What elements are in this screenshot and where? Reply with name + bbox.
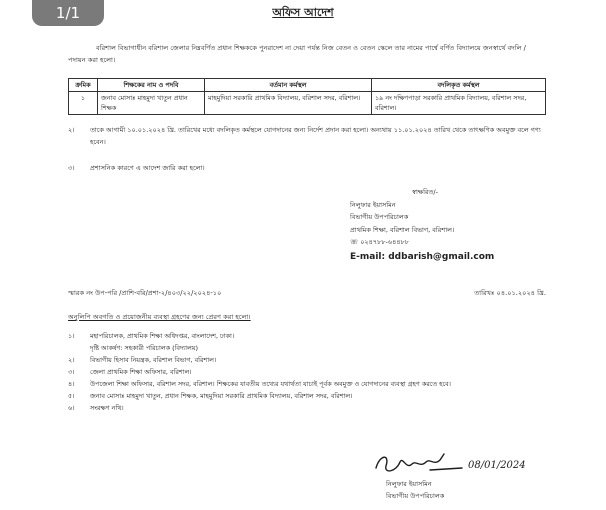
item-number: ৫।	[68, 392, 75, 400]
paragraph-text: তাকে আগামী ১০.০১.২০২৪ খ্রি. তারিখের মধ্যে বদলিকৃত কর্মস্থলে যোগদানের জন্য নির্দেশ প্রদান করা হলো। অন্যথায় ১১.০১.২০২৪ তারিখ থেকে তাৎক্ষণিক অবমুক্ত বলে গণ্য হবেন।	[90, 126, 541, 146]
item-number: ১।	[68, 332, 75, 340]
item-text: সংরক্ষণ নথি।	[90, 404, 124, 412]
list-item	[68, 354, 546, 366]
memo-line	[68, 287, 546, 299]
item-text: দৃষ্টি আকর্ষণ: সহকারী পরিচালক (বিদ্যালয়)	[90, 344, 199, 352]
signer-office: প্রাথমিক শিক্ষা, বরিশাল বিভাগ, বরিশাল।	[350, 225, 455, 234]
paragraph-2	[68, 124, 546, 148]
cell-serial: ১	[69, 92, 98, 115]
signer-name: নিলুফার ইয়াসমিন	[350, 200, 396, 209]
cell-transferred: ১৯ নং দক্ষিণপাড়া সরকারি প্রাথমিক বিদ্যালয়, বরিশাল সদর, বরিশাল।	[372, 92, 546, 115]
item-number: ২।	[68, 356, 75, 364]
copy-list	[68, 330, 546, 414]
item-text: মহাপরিচালক, প্রাথমিক শিক্ষা অধিদপ্তর, বাংলাদেশ, ঢাকা।	[90, 332, 235, 340]
handwritten-date: 08/01/2024	[468, 460, 526, 471]
item-text: উপজেলা শিক্ষা অফিসার, বরিশাল সদর, বরিশাল। শিক্ষকের যাবতীয় তথ্যের যথার্থতা যাচাই পূর্বক অবমুক্ত ও যোগদানের ব্যবস্থা গ্রহণ করতে হবে।	[90, 380, 451, 388]
memo-number: স্মারক নং উপ-পরি /প্রাশি-বরি/প্রশা-২/৪০৩/২২/২০২৪-১০	[68, 289, 222, 297]
item-number	[68, 342, 90, 354]
page-indicator-badge: 1/1	[32, 0, 104, 26]
intro-paragraph: বরিশাল বিভাগাধীন বরিশাল জেলার নিম্নবর্ণিত প্রধান শিক্ষককে পুনরাদেশ না দেয়া পর্যন্ত নিজ বেতন ও বেতন স্কেলে তার নামের পার্শ্বে বর্ণিত বিদ্যালয়ে জনস্বার্থে বদলি / পদায়ন করা হলো।	[68, 44, 526, 64]
item-number: ৪।	[68, 380, 75, 388]
transfer-table	[68, 78, 546, 115]
list-item	[68, 378, 546, 390]
item-text: জনাব মোসাঃ মাহমুদা খাতুন, প্রধান শিক্ষক, মাহমুদিয়া সরকারি প্রাথমিক বিদ্যালয়, বরিশাল সদর, বরিশাল।	[90, 392, 353, 400]
list-item	[68, 342, 546, 354]
document-title: অফিস আদেশ	[272, 6, 334, 19]
bottom-signer-name: নিলুফার ইয়াসমিন	[386, 480, 432, 488]
item-number: ৬।	[68, 404, 75, 412]
signature-block	[350, 186, 550, 263]
handwritten-signature-icon	[370, 446, 540, 480]
cell-name: জনাব মোসাঃ মাহমুদা খাতুন প্রধান শিক্ষক	[98, 92, 205, 115]
header-serial: ক্রমিক	[69, 79, 98, 92]
paragraph-number: ৩।	[68, 164, 75, 172]
bottom-signature-block	[386, 478, 444, 502]
signer-designation: বিভাগীয় উপপরিচালক	[350, 213, 409, 221]
signer-phone: ☏ ০২৪৭৮৮-৬৪৪৮৮	[350, 238, 409, 246]
header-name: শিক্ষকের নাম ও পদবি	[98, 79, 205, 92]
header-current-workplace: বর্তমান কর্মস্থল	[205, 79, 372, 92]
item-text: বিভাগীয় হিসাব নিয়ন্ত্রক, বরিশাল বিভাগ, বরিশাল।	[90, 356, 217, 364]
memo-date: তারিখঃ ০৪.০১.২০২৪ খ্রি.	[474, 289, 546, 297]
list-item	[68, 330, 546, 342]
table-header-row	[69, 79, 546, 92]
bottom-signer-designation: বিভাগীয় উপপরিচালক	[386, 492, 445, 500]
paragraph-number: ২।	[68, 126, 75, 134]
paragraph-3	[68, 162, 546, 174]
signed-label: স্বাক্ষরিত/-	[412, 188, 438, 196]
table-row	[69, 92, 546, 115]
copy-heading: অনুলিপি অবগতি ও প্রয়োজনীয় ব্যবস্থা গ্রহণের জন্য প্রেরণ করা হলো।	[68, 313, 251, 321]
list-item	[68, 402, 546, 414]
list-item	[68, 366, 546, 378]
header-transferred-workplace: বদলিকৃত কর্মস্থল	[372, 79, 546, 92]
list-item	[68, 390, 546, 402]
cell-current: মাহমুদিয়া সরকারি প্রাথমিক বিদ্যালয়, বরিশাল সদর, বরিশাল।	[205, 92, 372, 115]
signer-email: E-mail: ddbarish@gmail.com	[350, 251, 495, 262]
item-text: জেলা প্রাথমিক শিক্ষা অফিসার, বরিশাল।	[90, 368, 192, 376]
item-number: ৩।	[68, 368, 75, 376]
paragraph-text: প্রশাসনিক কারণে এ আদেশ জারি করা হলো।	[90, 164, 205, 172]
